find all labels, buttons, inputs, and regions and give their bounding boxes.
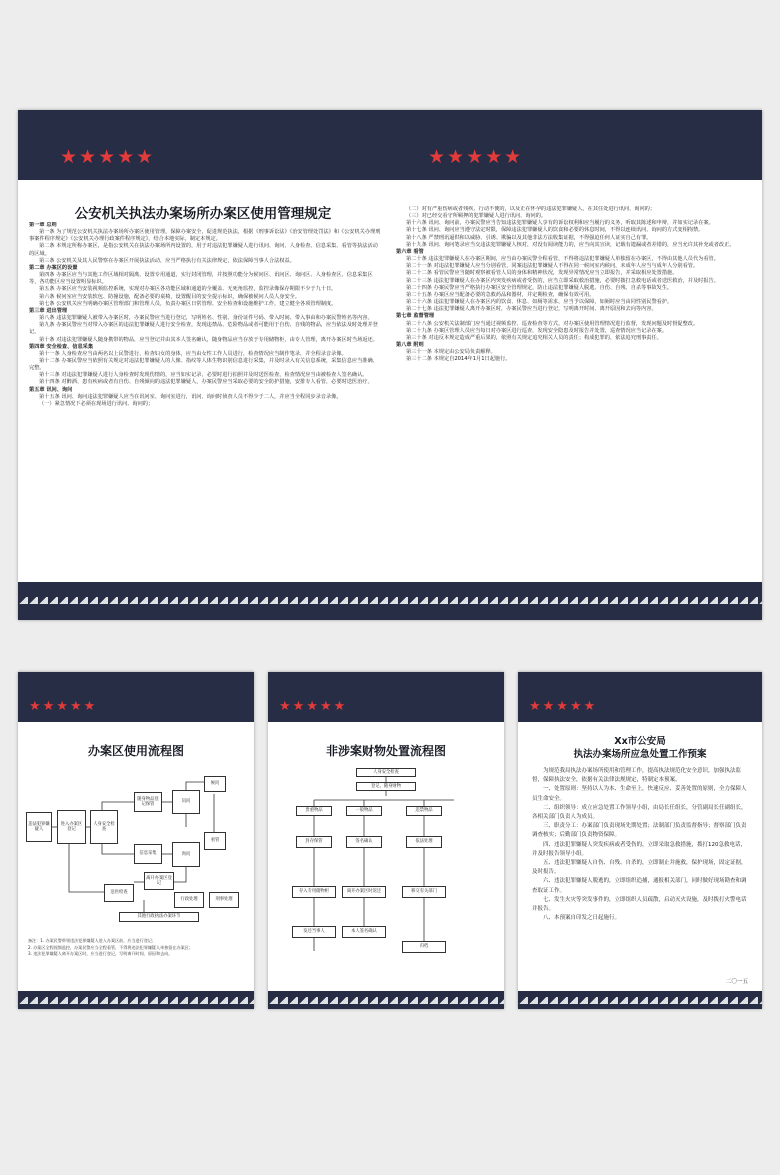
emergency-plan-panel [518,672,762,1009]
poster-right-column [396,206,752,574]
flow-step-box: 行政处理 [174,892,204,908]
usage-flowchart [24,772,248,922]
plan-body [532,767,750,967]
flow-step-box: 归档 [402,941,446,953]
article-paragraph: 第二十六条 违法犯罪嫌疑人在办案区内的饮食、休息、如厕等需求，应当予以保障，如厕时应当由同性别民警看护。 [406,299,673,306]
chevron-strip [18,997,254,1004]
flow-step-box: 登记、随身财物 [356,782,416,791]
poster-left-column [29,222,381,574]
article-paragraph: 第二十一条 对违法犯罪嫌疑人应当分别看管，同案违法犯罪嫌疑人不得在同一候问室内候问，未成年人应当与成年人分别看管。 [406,263,699,270]
plan-title-line2: 执法办案场所应急处置工作预案 [573,749,707,760]
flow-step-box: 本人签名确认 [342,926,386,938]
flow-step-box: 刑事处理 [209,892,239,908]
plan-paragraph: 二、组织领导：成立应急处置工作领导小组，由局长任组长，分管副局长任副组长，各相关部门负责人为成员。 [532,804,747,821]
flow-step-box: 发还当事人 [292,926,336,938]
flowchart-connectors [274,766,498,976]
article-paragraph: （二）对有严重伤病或者残疾、行动不便的，以及正在怀孕的违法犯罪嫌疑人，在其住处进行讯问、询问的； [406,206,656,212]
flow-step-box: 送医检查 [104,884,134,902]
article-paragraph: 第十六条 讯问、询问前，办案民警应当告知违法犯罪嫌疑人享有的诉讼权利和应当履行的义务，听取其陈述和申辩，并如实记录在案。 [406,220,714,227]
poster-footer-band [18,582,762,620]
panel2-title: 非涉案财物处置流程图 [325,744,446,758]
panel1-banner [18,672,254,722]
flow-step-box: 违禁物品 [406,806,442,816]
chapter-heading: 第六章 看管 [396,248,424,255]
chapter-heading: 第八章 附则 [396,341,424,348]
plan-paragraph: 七、发生火灾等突发事件的，立即组织人员疏散，启动灭火设施，及时拨打火警电话并报告。 [532,896,747,913]
flow-step-box: 询问 [172,842,200,867]
flow-step-box: 离开办案区登记 [144,872,174,890]
plan-paragraph: 五、违法犯罪嫌疑人自伤、自残、自杀的，立即制止并施救，保护现场，固定证据，及时报告。 [532,860,747,876]
plan-paragraph: 六、违法犯罪嫌疑人脱逃的，立即组织追捕，通报相关部门，同时做好现场勘查和调查取证工作。 [532,878,747,894]
flow-step-box: 信息采集 [134,844,162,864]
chapter-heading: 第五章 讯问、询问 [29,386,73,393]
panel3-footer [518,991,762,1009]
panel2-stars: ★★★★★ [279,699,348,714]
article-paragraph: 第十八条 严禁刑讯逼供和以威胁、引诱、欺骗以及其他非法方法收集证据，不得强迫任何人证实自己有罪。 [406,234,652,241]
plan-title-line1: Xx市公安局 [614,736,666,747]
article-paragraph: 第二条 本规定所称办案区，是指公安机关在执法办案场所内设置的，用于对违法犯罪嫌疑人进行讯问、询问、人身检查、信息采集、看管等执法活动的区域。 [29,243,378,257]
chapter-heading: 第四章 安全检查、信息采集 [29,343,94,350]
article-paragraph: 第三十一条 本规定由公安局负责解释。 [406,349,496,356]
flow-step-box: 讯问 [172,790,200,814]
plan-paragraph: 八、本预案自印发之日起施行。 [543,915,621,922]
chapter-heading: 第七章 监督管理 [396,313,435,320]
panel3-stars: ★★★★★ [529,699,598,714]
flow-step-box: 移交有关部门 [402,886,446,898]
flow-step-box: 违法犯罪嫌疑人 [26,812,52,842]
note-line: 备注：1. 办案民警带领违法犯罪嫌疑人进入办案区前，应当进行登记； [28,938,157,943]
article-paragraph: 第十九条 讯问、询问笔录应当交违法犯罪嫌疑人核对，对没有阅读能力的，应当向其宣读，记载有遗漏或者差错的，应当允许其补充或者改正。 [406,241,735,248]
poster-banner [18,110,762,180]
article-paragraph: 第三条 公安机关及其人民警察在办案区开展执法活动，应当严格执行有关法律规定，依法保障当事人合法权益。 [39,257,295,264]
article-paragraph: （三）对已经交看守所羁押的犯罪嫌疑人进行讯问、询问的。 [406,213,547,220]
panel2-footer [268,991,504,1009]
flowchart-panel-2 [268,672,504,1009]
article-paragraph: 第六条 候问室应当安装软包、防撞设施，配备必要的桌椅，设置醒目的安全提示标识，确保被候问人员人身安全。 [39,293,301,300]
poster-title: 公安机关执法办案场所办案区使用管理规定 [74,206,332,222]
article-paragraph: 第四条 办案区应当与其他工作区域相对隔离，设置专用通道，实行封闭管理，并按照功能分为候问区、讯问区、询问区、人身检查区、信息采集区等，各功能区应当设置明显标识。 [29,272,373,286]
poster-stars-right: ★★★★★ [428,146,524,168]
plan-paragraph: 为规范我局执法办案场所使用和管理工作，提高执法规范化安全意识，加强执法监督，保障执法安全，依据有关法律法规规定，特制定本预案。 [532,768,742,784]
article-paragraph: 第十一条 人身检查应当由两名以上民警进行，检查妇女的身体，应当由女性工作人员进行，检查情况应当制作笔录，并全程录音录像。 [39,350,347,357]
flow-step-box: 签名确认 [346,836,382,848]
chapter-heading: 第三章 进出管理 [29,307,68,314]
article-paragraph: 第五条 办案区应当安装视频监控系统，实现对办案区各功能区域和通道的全覆盖、无死角监控，监控录像保存期限不少于九十日。 [39,286,337,293]
panel2-banner [268,672,504,722]
panel1-stars: ★★★★★ [29,699,98,714]
flow-step-box: 封存保管 [296,836,332,848]
flow-step-box: 随身物品登记保管 [134,792,162,812]
flow-step-box: 存入专用储物柜 [292,886,336,898]
article-paragraph: 第十二条 办案民警应当依照有关规定对违法犯罪嫌疑人的人像、指纹等人体生物识别信息进行采集，并及时录入有关信息系统，采集信息应当准确、完整。 [29,357,378,372]
panel1-footer [18,991,254,1009]
flow-step-box: 离开办案区时返还 [342,886,386,898]
chevron-strip [18,597,762,604]
panel1-notes [28,938,248,958]
chevron-strip [268,997,504,1004]
flow-step-box: 人身安全检查 [356,768,416,777]
article-paragraph: 第二十四条 办案民警应当严格执行办案区安全管理规定，防止违法犯罪嫌疑人脱逃、自伤、自残、自杀等事故发生。 [406,284,673,291]
chapter-heading: 第二章 办案区的设置 [29,264,78,271]
article-paragraph: 第二十五条 办案区应当配备必要的急救药品和器材，并定期检查，确保有效可用。 [406,291,595,298]
flow-step-box: 其他行政执法办案环节 [119,912,199,922]
flow-step-box: 依法处理 [406,836,442,848]
article-paragraph: 第十四条 对醉酒、患有疾病或者有自伤、自残倾向的违法犯罪嫌疑人，办案民警应当采取必要的安全防护措施，安排专人看管，必要时送医治疗。 [39,379,373,386]
flowchart-panel-1 [18,672,254,1009]
plan-paragraph: 四、违法犯罪嫌疑人突发疾病或者受伤的，立即采取急救措施，拨打120急救电话，并及时报告领导小组。 [532,841,747,857]
article-paragraph: 第七条 公安机关应当明确办案区管理部门和管理人员，负责办案区日常管理、安全检查和设施维护工作，建立健全各项管理制度。 [39,300,337,307]
article-paragraph: 第二十七条 违法犯罪嫌疑人离开办案区时，办案民警应当进行登记，写明离开时间、离开原因和去向等内容。 [406,306,657,313]
plan-paragraph: 一、处置原则：坚持以人为本、生命至上，快速反应、妥善处置的原则，全力保障人员生命安全。 [532,786,747,802]
article-paragraph: 第十七条 讯问、询问应当遵守法定时限，保障违法犯罪嫌疑人的饮食和必要的休息时间，不得以连续讯问、询问的方式变相拘禁。 [406,227,704,234]
article-paragraph: 第二十八条 公安机关法制部门应当通过视频监控、巡查检查等方式，对办案区使用管理情况进行监督，发现问题及时督促整改。 [406,320,699,327]
article-paragraph: 第一条 为了规范公安机关执法办案场所办案区使用管理，保障办案安全，促进规范执法，根据《刑事诉讼法》《治安管理处罚法》和《公安机关办理刑事案件程序规定》《公安机关办理行政案件程序规定》，结合本地实际，制定本规定。 [29,229,381,243]
chapter-heading: 第一章 总则 [29,222,57,228]
article-paragraph: 第九条 办案民警应当对带入办案区的违法犯罪嫌疑人进行安全检查，发现违禁品、危险物品或者可能用于自伤、自残的物品，应当依法及时处理并登记。 [29,322,378,336]
panel1-title: 办案区使用流程图 [87,744,184,758]
note-line: 3. 违法犯罪嫌疑人离开办案区时，应当进行登记，写明离开时间、原因和去向。 [28,951,173,956]
chevron-strip [518,997,762,1004]
plan-date: 二〇一五 [725,979,748,985]
plan-paragraph: 三、职责分工：办案部门负责现场先期处置；法制部门负责监督指导；督察部门负责调查核实；后勤部门负责物资保障。 [532,823,747,839]
article-paragraph: 第八条 违法犯罪嫌疑人被带入办案区时，办案民警应当进行登记，写明姓名、性别、身份证件号码、带入时间、带入事由和办案民警姓名等内容。 [39,315,373,322]
article-paragraph: 第三十二条 本规定自2014年1月1日起施行。 [406,356,511,363]
article-paragraph: 第二十三条 违法犯罪嫌疑人在办案区内突发疾病或者受伤的，应当立即采取救治措施，必要时拨打急救电话或者送医救治，并及时报告。 [406,277,719,284]
property-flowchart [274,766,498,976]
flow-step-box: 贵重物品 [296,806,332,816]
flow-step-box: 候问 [204,776,226,792]
article-paragraph: 第二十九条 办案区管理人员应当每日对办案区进行巡查，发现安全隐患及时报告并处置，巡查情况应当记录在案。 [406,327,668,334]
article-paragraph: 第三十条 对违反本规定造成严重后果的，依照有关规定追究相关人员的责任；构成犯罪的，依法追究刑事责任。 [406,334,662,341]
article-paragraph: 第十五条 讯问、询问违法犯罪嫌疑人应当在讯问室、询问室进行，讯问、询问时侦查人员不得少于二人，并应当全程同步录音录像。 [39,393,342,400]
article-paragraph: 第二十二条 看管民警应当随时观察被看管人员的身体和精神状况，发现异常情况应当立即报告，并采取相应处置措施。 [406,270,678,277]
note-line: 2. 办案区全程视频监控，办案民警应当全程看管，不得将违法犯罪嫌疑人单独留在办案区； [28,944,193,950]
flow-step-box: 一般物品 [346,806,382,816]
article-paragraph: 第二十条 违法犯罪嫌疑人在办案区期间，应当由办案民警全程看管，不得将违法犯罪嫌疑人单独留在办案区，不得由其他人员代为看管。 [406,256,719,263]
article-paragraph: 第十三条 对违法犯罪嫌疑人进行人身检查时发现伤情的，应当如实记录，必要时进行拍照并及时送医检查，检查情况应当由被检查人签名确认。 [39,372,368,379]
flow-step-box: 看管 [204,832,226,850]
flow-step-box: 人身安全检查 [90,810,118,844]
poster-stars-left: ★★★★★ [60,146,156,168]
article-paragraph: （一）紧急情况下必须在现场进行讯问、询问的； [39,400,154,407]
panel3-banner [518,672,762,722]
article-paragraph: 第十条 对违法犯罪嫌疑人随身携带的物品，应当登记并由其本人签名确认，随身物品应当存放于专用储物柜，由专人管理，离开办案区时当场返还。 [39,336,378,343]
regulation-poster [18,110,762,620]
flow-step-box: 进入办案区登记 [57,810,86,844]
